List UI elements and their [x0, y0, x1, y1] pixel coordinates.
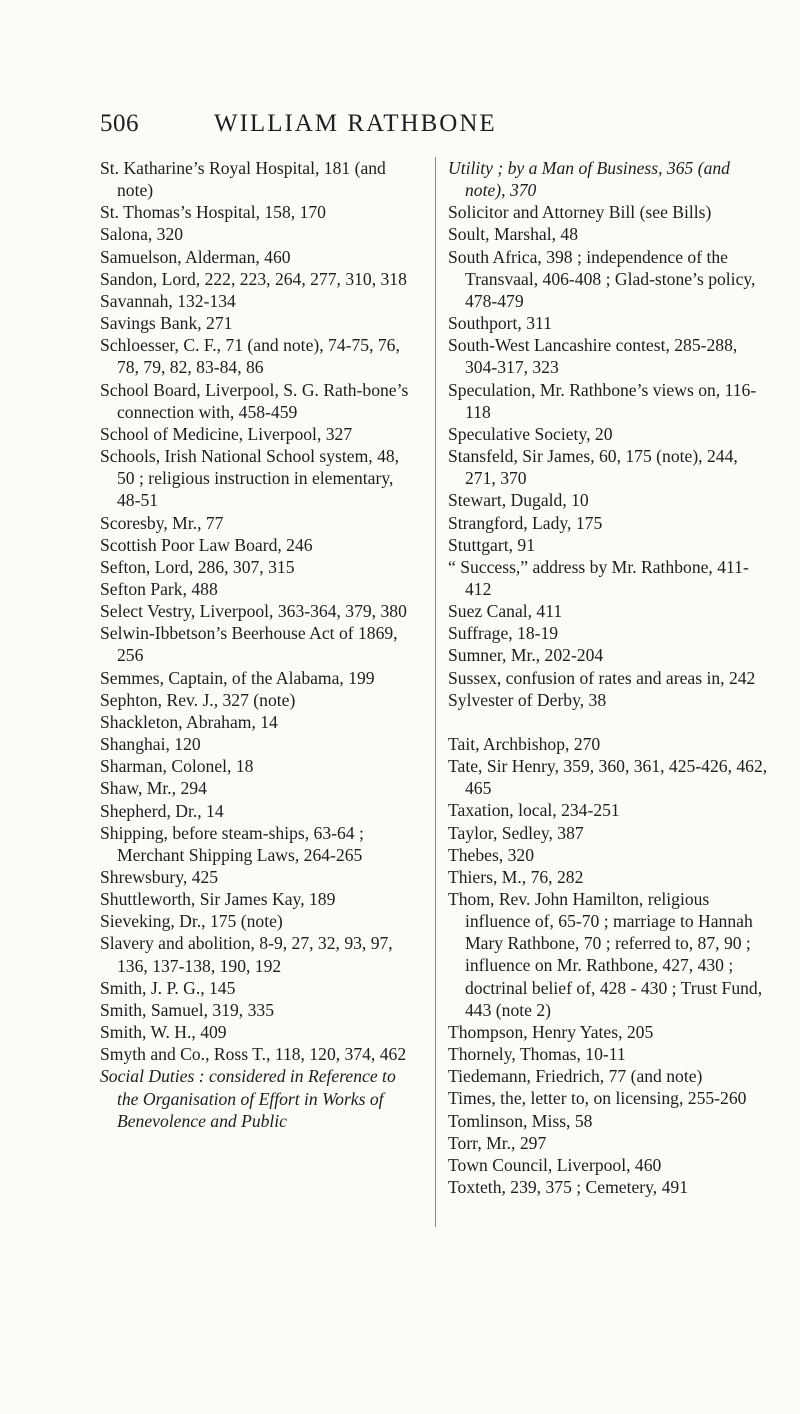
- index-entry: Shaw, Mr., 294: [100, 778, 207, 799]
- index-entry: Smith, W. H., 409: [100, 1022, 227, 1043]
- index-entry: St. Thomas’s Hospital, 158, 170: [100, 202, 326, 223]
- running-title: WILLIAM RATHBONE: [214, 110, 497, 137]
- index-entry: Thom, Rev. John Hamilton, religious influence of, 65-70 ; marriage to Hannah Mary Rathbone, 70 ; referred to, 87, 90 ; influence on Mr. Rathbone, 427, 430 ; doctrinal belief of, 428 - 430 ; Trust Fund, 443 (note 2): [448, 889, 763, 1020]
- index-entry: Slavery and abolition, 8-9, 27, 32, 93, 97, 136, 137-138, 190, 192: [100, 933, 393, 976]
- index-entry: Taxation, local, 234-251: [448, 800, 620, 821]
- index-entry: Savannah, 132-134: [100, 290, 236, 311]
- letter-section-gap: [448, 711, 770, 733]
- index-entry: Smith, J. P. G., 145: [100, 977, 236, 998]
- index-entry: Sharman, Colonel, 18: [100, 756, 254, 777]
- index-entry: Sussex, confusion of rates and areas in, 242: [448, 667, 756, 688]
- index-entry: Shanghai, 120: [100, 734, 201, 755]
- index-entry: Toxteth, 239, 375 ; Cemetery, 491: [448, 1177, 688, 1198]
- index-entry: Solicitor and Attorney Bill (see Bills): [448, 202, 712, 223]
- index-entry: Samuelson, Alderman, 460: [100, 246, 291, 267]
- index-entry: Stansfeld, Sir James, 60, 175 (note), 244, 271, 370: [448, 446, 738, 489]
- index-entry: Taylor, Sedley, 387: [448, 822, 584, 843]
- index-entry: Savings Bank, 271: [100, 313, 233, 334]
- index-entry: Social Duties : considered in Reference to the Organisation of Effort in Works of Benevolence and Public: [100, 1066, 396, 1131]
- index-entry: Utility ; by a Man of Business, 365 (and note), 370: [448, 158, 730, 201]
- index-entry: Sephton, Rev. J., 327 (note): [100, 689, 296, 710]
- index-entry: Times, the, letter to, on licensing, 255-260: [448, 1088, 747, 1109]
- index-column-right: [435, 157, 770, 1227]
- index-entry: Smith, Samuel, 319, 335: [100, 999, 274, 1020]
- index-entry: Thiers, M., 76, 282: [448, 866, 584, 887]
- index-entry: Tomlinson, Miss, 58: [448, 1110, 593, 1131]
- index-entry: Tate, Sir Henry, 359, 360, 361, 425-426, 462, 465: [448, 756, 768, 799]
- index-entry: Salona, 320: [100, 224, 184, 245]
- index-entry: Sieveking, Dr., 175 (note): [100, 911, 283, 932]
- index-entry: “ Success,” address by Mr. Rathbone, 411-412: [448, 556, 749, 599]
- index-entry: Shackleton, Abraham, 14: [100, 711, 278, 732]
- index-entry: Shipping, before steam-ships, 63-64 ; Merchant Shipping Laws, 264-265: [100, 822, 364, 865]
- index-entry: Sylvester of Derby, 38: [448, 689, 607, 710]
- index-column-left: [100, 157, 418, 1132]
- index-entry: School Board, Liverpool, S. G. Rath-bone’s connection with, 458-459: [100, 379, 409, 422]
- index-entry: Tait, Archbishop, 270: [448, 733, 601, 754]
- index-entry: Sandon, Lord, 222, 223, 264, 277, 310, 318: [100, 268, 407, 289]
- index-entry: Scoresby, Mr., 77: [100, 512, 224, 533]
- index-entry: Strangford, Lady, 175: [448, 512, 603, 533]
- index-entry: Shuttleworth, Sir James Kay, 189: [100, 889, 336, 910]
- index-entry: Suffrage, 18-19: [448, 623, 559, 644]
- index-entry: Schools, Irish National School system, 48, 50 ; religious instruction in elementary, 48-51: [100, 446, 400, 511]
- index-entry: Suez Canal, 411: [448, 601, 563, 622]
- index-entry: Smyth and Co., Ross T., 118, 120, 374, 462: [100, 1044, 407, 1065]
- index-entry: Thornely, Thomas, 10-11: [448, 1044, 626, 1065]
- index-entry: South-West Lancashire contest, 285-288, 304-317, 323: [448, 335, 738, 378]
- index-entry: Torr, Mr., 297: [448, 1132, 547, 1153]
- index-entry: Sumner, Mr., 202-204: [448, 645, 604, 666]
- index-entry: Stewart, Dugald, 10: [448, 490, 589, 511]
- index-entry: Sefton Park, 488: [100, 578, 218, 599]
- index-entry: South Africa, 398 ; independence of the Transvaal, 406-408 ; Glad-stone’s policy, 478-479: [448, 246, 756, 311]
- index-entry: Schloesser, C. F., 71 (and note), 74-75, 76, 78, 79, 82, 83-84, 86: [100, 335, 400, 378]
- index-entry: Thebes, 320: [448, 844, 534, 865]
- index-entry: Southport, 311: [448, 313, 552, 334]
- index-entry: Speculative Society, 20: [448, 423, 613, 444]
- index-entry: Scottish Poor Law Board, 246: [100, 534, 313, 555]
- index-entry: Thompson, Henry Yates, 205: [448, 1021, 654, 1042]
- index-entry: Town Council, Liverpool, 460: [448, 1154, 662, 1175]
- index-entry: Sefton, Lord, 286, 307, 315: [100, 556, 295, 577]
- index-entry: Tiedemann, Friedrich, 77 (and note): [448, 1066, 703, 1087]
- index-entry: Stuttgart, 91: [448, 534, 535, 555]
- page-number: 506: [100, 110, 139, 137]
- index-entry: Select Vestry, Liverpool, 363-364, 379, 380: [100, 601, 407, 622]
- index-entry: Semmes, Captain, of the Alabama, 199: [100, 667, 375, 688]
- index-entry: Soult, Marshal, 48: [448, 224, 578, 245]
- index-entry: Shrewsbury, 425: [100, 867, 219, 887]
- index-entry: St. Katharine’s Royal Hospital, 181 (and note): [100, 158, 386, 201]
- index-entry: Selwin-Ibbetson’s Beerhouse Act of 1869, 256: [100, 623, 398, 666]
- running-header: [100, 110, 700, 150]
- index-entry: Speculation, Mr. Rathbone’s views on, 116-118: [448, 379, 757, 422]
- index-entry: School of Medicine, Liverpool, 327: [100, 423, 353, 444]
- index-entry: Shepherd, Dr., 14: [100, 800, 224, 821]
